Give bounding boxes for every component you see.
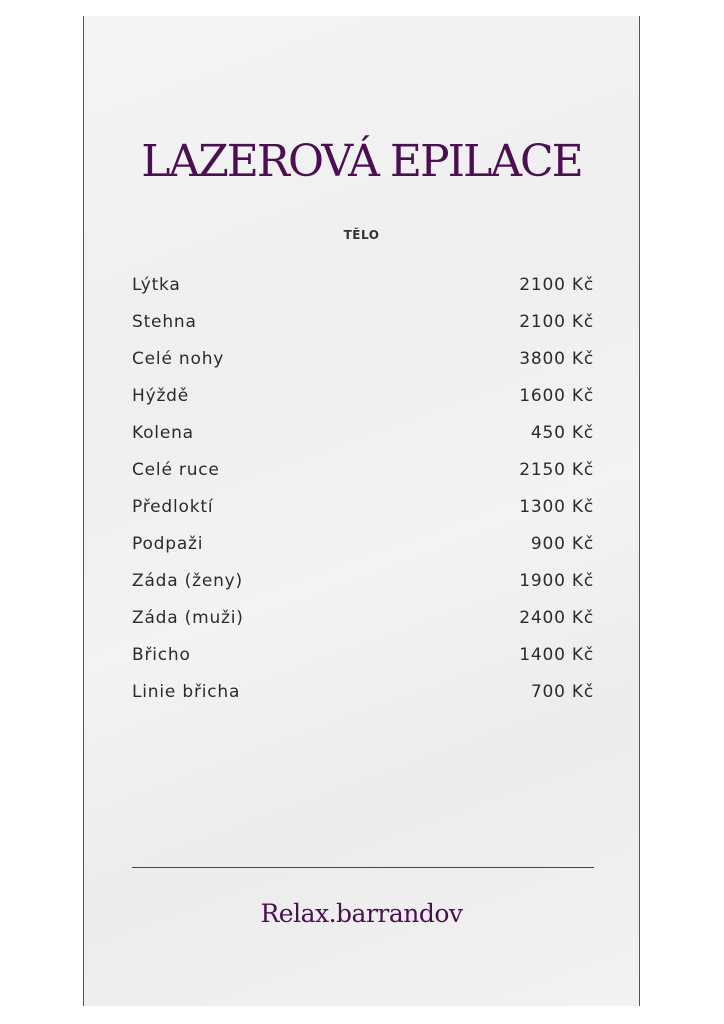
service-price: 1900 Kč xyxy=(519,570,594,591)
service-name: Lýtka xyxy=(132,274,181,295)
service-name: Předloktí xyxy=(132,496,214,517)
service-name: Záda (muži) xyxy=(132,607,244,628)
service-price: 1600 Kč xyxy=(519,385,594,406)
price-row xyxy=(132,673,594,710)
price-row xyxy=(132,562,594,599)
brand-name: Relax.barrandov xyxy=(260,899,463,928)
page-title: LAZEROVÁ EPILACE xyxy=(141,136,582,187)
price-row xyxy=(132,636,594,673)
price-row xyxy=(132,599,594,636)
footer-divider xyxy=(132,867,594,868)
service-name: Celé nohy xyxy=(132,348,225,369)
service-price: 2400 Kč xyxy=(519,607,594,628)
price-row xyxy=(132,488,594,525)
service-price: 1400 Kč xyxy=(519,644,594,665)
price-row xyxy=(132,303,594,340)
price-row xyxy=(132,414,594,451)
price-list-card xyxy=(83,16,640,1006)
service-name: Kolena xyxy=(132,422,194,443)
service-price: 700 Kč xyxy=(530,681,594,702)
service-price: 450 Kč xyxy=(530,422,594,443)
service-name: Břicho xyxy=(132,644,191,665)
service-name: Podpaži xyxy=(132,533,204,554)
price-row xyxy=(132,451,594,488)
service-price: 900 Kč xyxy=(530,533,594,554)
service-name: Záda (ženy) xyxy=(132,570,243,591)
service-name: Stehna xyxy=(132,311,197,332)
service-price: 2150 Kč xyxy=(519,459,594,480)
service-price: 2100 Kč xyxy=(519,274,594,295)
price-row xyxy=(132,525,594,562)
service-name: Hýždě xyxy=(132,385,190,406)
price-list xyxy=(132,266,594,710)
service-price: 2100 Kč xyxy=(519,311,594,332)
service-price: 3800 Kč xyxy=(519,348,594,369)
price-row xyxy=(132,377,594,414)
price-row xyxy=(132,340,594,377)
service-name: Linie břicha xyxy=(132,681,241,702)
price-row xyxy=(132,266,594,303)
service-price: 1300 Kč xyxy=(519,496,594,517)
section-heading: TĚLO xyxy=(343,228,380,242)
service-name: Celé ruce xyxy=(132,459,220,480)
